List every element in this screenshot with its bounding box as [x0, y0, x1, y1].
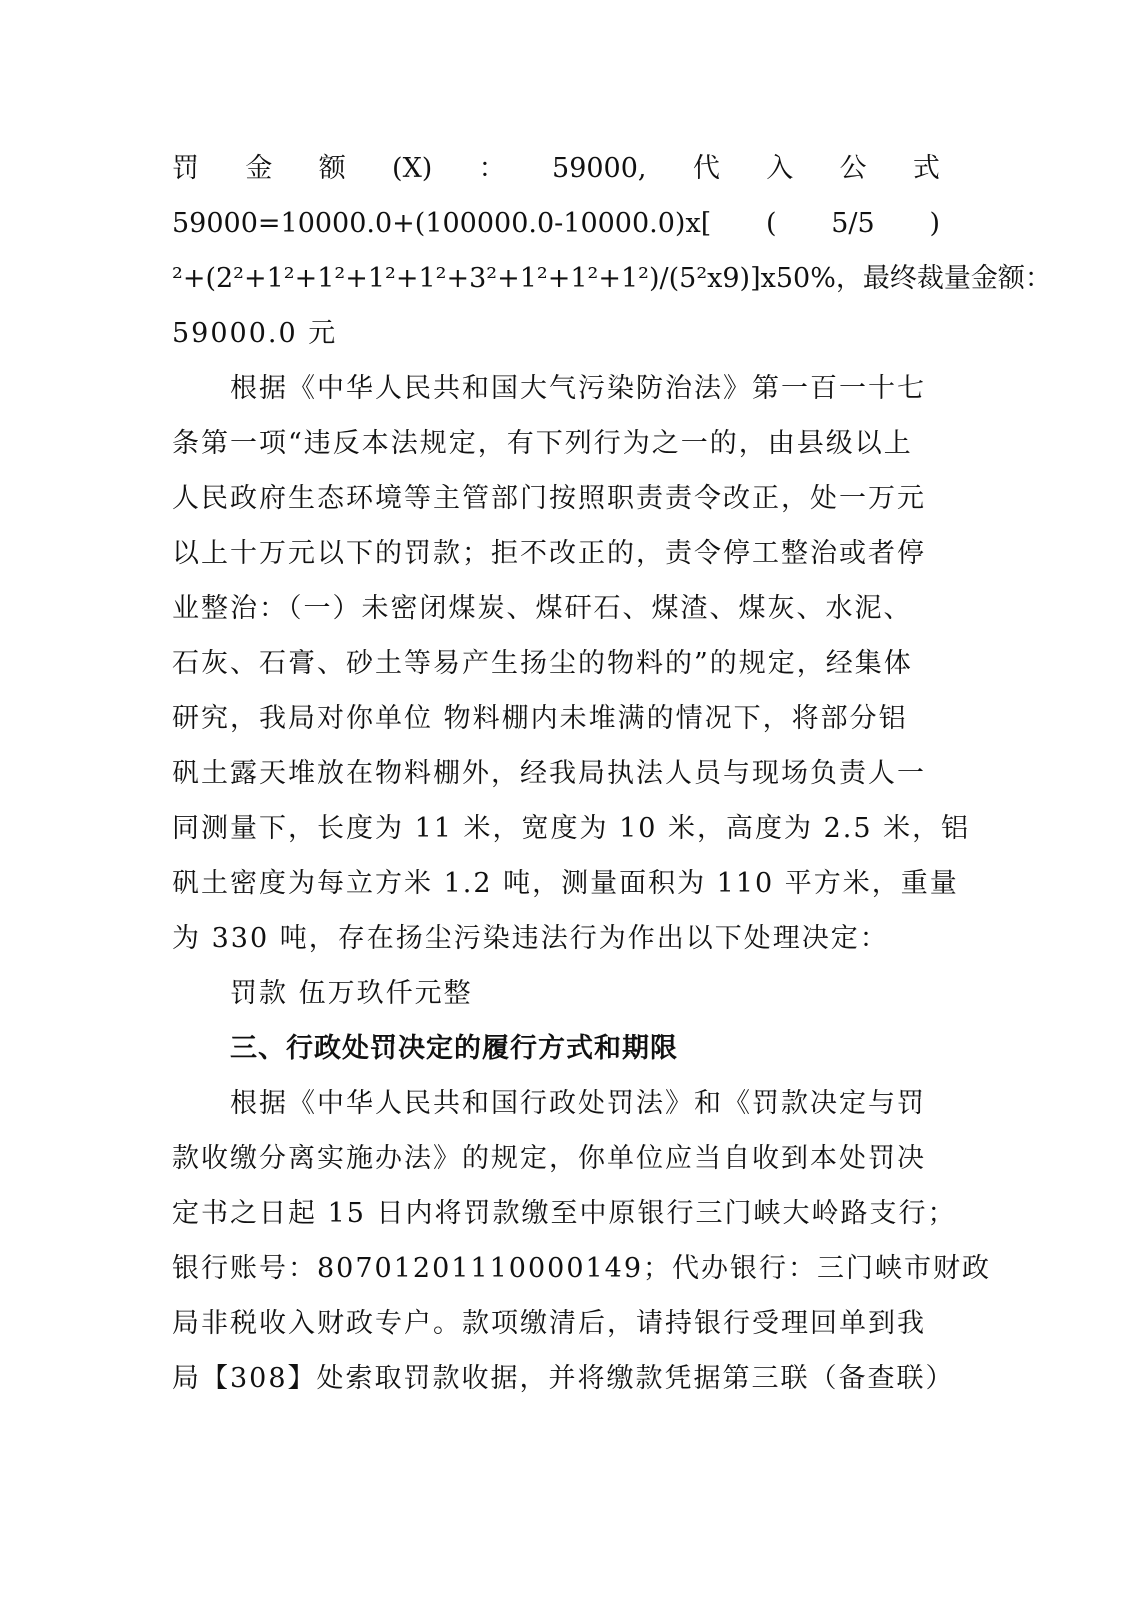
- basis-line: 矾土露天堆放在物料棚外，经我局执法人员与现场负责人一: [172, 758, 926, 789]
- calc-line-3: ²+(2²+1²+1²+1²+1²+3²+1²+1²+1²)/(5²x9)]x50%，最终裁量金额：: [172, 263, 1052, 294]
- basis-line: 根据《中华人民共和国大气污染防治法》第一百一十七: [230, 373, 926, 404]
- basis-line: 同测量下，长度为 11 米，宽度为 10 米，高度为 2.5 米，铝: [172, 813, 971, 844]
- payment-line: 款收缴分离实施办法》的规定，你单位应当自收到本处罚决: [172, 1143, 926, 1174]
- calc-token: 罚: [172, 153, 199, 184]
- basis-line: 研究，我局对你单位 物料棚内未堆满的情况下，将部分铝: [172, 703, 908, 734]
- basis-line: 石灰、石膏、砂土等易产生扬尘的物料的”的规定，经集体: [172, 648, 913, 679]
- calc-token: 公: [839, 153, 867, 184]
- calc-token: (: [765, 208, 777, 239]
- basis-line: 人民政府生态环境等主管部门按照职责责令改正，处一万元: [172, 483, 926, 514]
- calc-token: 59000=10000.0+(100000.0-10000.0)x[: [172, 208, 712, 239]
- calc-token: 5/5: [831, 208, 875, 239]
- calc-token: ): [929, 208, 940, 239]
- calc-line-1: [172, 149, 940, 189]
- payment-line: 定书之日起 15 日内将罚款缴至中原银行三门峡大岭路支行；: [172, 1198, 957, 1229]
- calc-token: 入: [766, 153, 794, 184]
- calc-line-2: [172, 204, 940, 244]
- calc-token: 式: [912, 153, 940, 184]
- basis-line: 为 330 吨，存在扬尘污染违法行为作出以下处理决定：: [172, 923, 889, 954]
- calc-token: ：: [478, 153, 506, 184]
- payment-line: 局【308】处索取罚款收据，并将缴款凭据第三联（备查联）: [172, 1363, 955, 1394]
- calc-token: 金: [245, 153, 273, 184]
- calc-token: 59000,: [552, 153, 647, 184]
- calc-token: 额: [318, 153, 346, 184]
- calc-token: (X): [392, 153, 433, 184]
- calc-line-4: 59000.0 元: [172, 318, 338, 349]
- basis-line: 矾土密度为每立方米 1.2 吨，测量面积为 110 平方米，重量: [172, 868, 959, 899]
- payment-line: 银行账号：80701201110000149；代办银行：三门峡市财政: [172, 1253, 992, 1284]
- basis-line: 以上十万元以下的罚款；拒不改正的，责令停工整治或者停: [172, 538, 926, 569]
- basis-line: 条第一项“违反本法规定，有下列行为之一的，由县级以上: [172, 428, 913, 459]
- payment-line: 根据《中华人民共和国行政处罚法》和《罚款决定与罚: [230, 1088, 926, 1119]
- basis-line: 业整治：（一）未密闭煤炭、煤矸石、煤渣、煤灰、水泥、: [172, 593, 913, 624]
- section-heading: 三、行政处罚决定的履行方式和期限: [230, 1033, 678, 1064]
- calc-token: 代: [692, 153, 720, 184]
- payment-line: 局非税收入财政专户。款项缴清后，请持银行受理回单到我: [172, 1308, 926, 1339]
- penalty-text: 罚款 伍万玖仟元整: [230, 978, 473, 1009]
